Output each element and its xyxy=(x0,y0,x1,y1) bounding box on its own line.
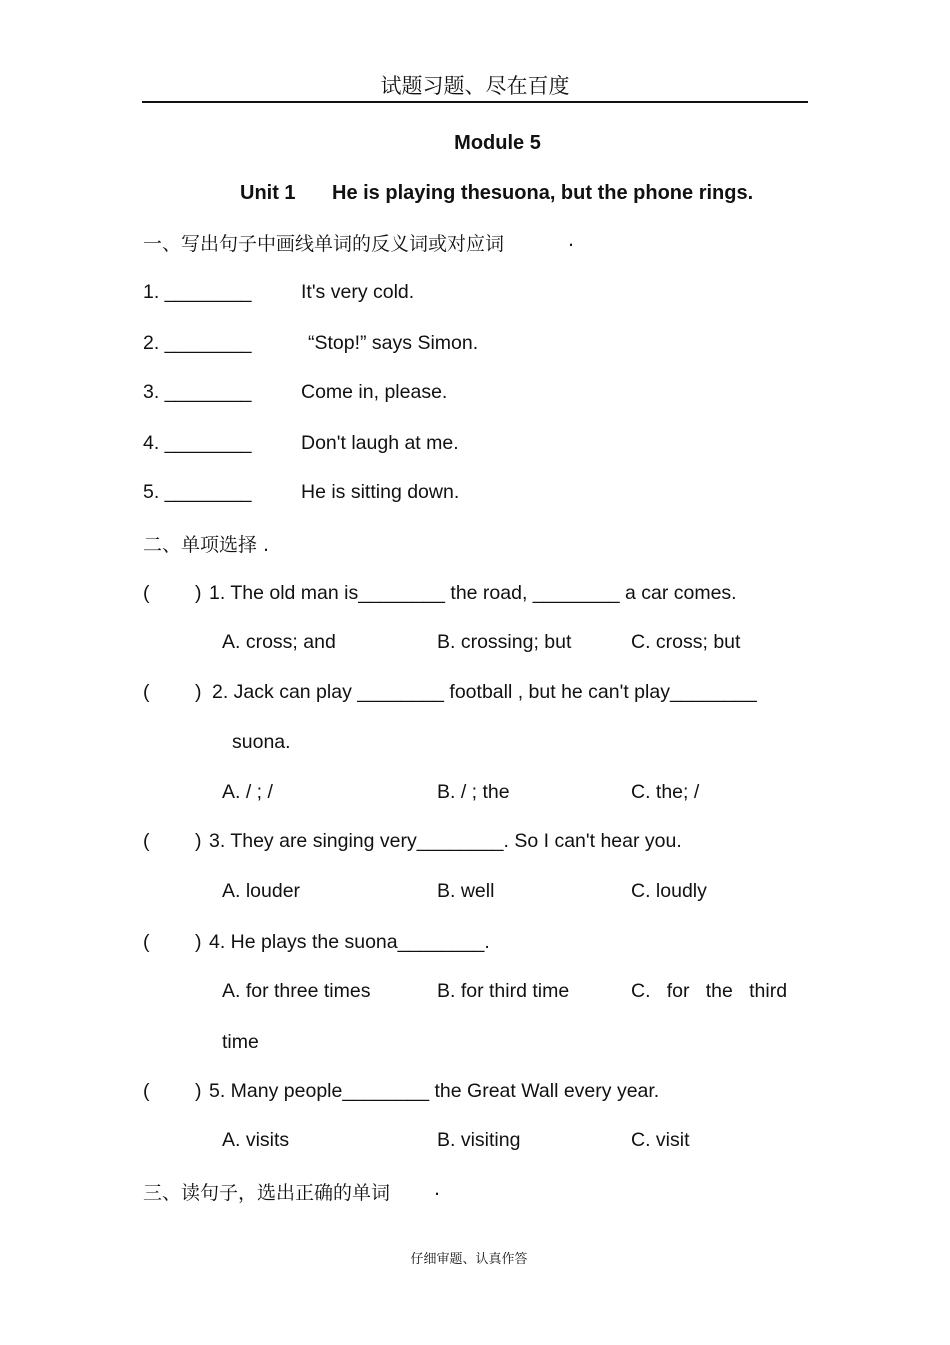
q4-option-c: C. for the third xyxy=(631,980,788,1002)
q5-paren-open: ( xyxy=(143,1080,150,1102)
q1-option-c: C. cross; but xyxy=(631,631,741,653)
q2-paren-open: ( xyxy=(143,681,150,703)
q2-option-c: C. the; / xyxy=(631,781,700,803)
page-footer: 仔细审题、认真作答 xyxy=(410,1252,528,1267)
q1-stem: 1. The old man is________ the road, ________ a car comes. xyxy=(209,582,737,604)
q2-stem: 2. Jack can play ________ football , but he can't play________ xyxy=(212,681,757,703)
q5-paren-close: ) xyxy=(195,1080,202,1102)
q2-option-a: A. / ; / xyxy=(222,781,273,803)
q3-option-c: C. loudly xyxy=(631,880,707,902)
q4-option-b: B. for third time xyxy=(437,980,570,1002)
module-title: Module 5 xyxy=(454,132,541,154)
page-header-title: 试题习题、尽在百度 xyxy=(380,74,570,98)
q5-stem: 5. Many people________ the Great Wall every year. xyxy=(209,1080,660,1102)
q5-option-b: B. visiting xyxy=(437,1129,521,1151)
q4-stem: 4. He plays the suona________. xyxy=(209,931,490,953)
q3-paren-open: ( xyxy=(143,830,150,852)
s1-item-5-text: He is sitting down. xyxy=(301,481,460,503)
q4-option-a: A. for three times xyxy=(222,980,371,1002)
q4-paren-open: ( xyxy=(143,931,150,953)
unit-number: Unit 1 xyxy=(240,182,296,204)
s1-item-1-text: It's very cold. xyxy=(301,281,415,303)
s1-item-4-number: 4. ________ xyxy=(143,432,252,454)
q2-paren-close: ) xyxy=(195,681,202,703)
q5-option-a: A. visits xyxy=(222,1129,290,1151)
unit-title: He is playing thesuona, but the phone rings. xyxy=(332,182,754,204)
q1-paren-close: ) xyxy=(195,582,202,604)
q1-option-b: B. crossing; but xyxy=(437,631,572,653)
section3-heading: 三、读句子，选出正确的单词 xyxy=(143,1182,391,1204)
q3-option-b: B. well xyxy=(437,880,495,902)
q4-paren-close: ) xyxy=(195,931,202,953)
s1-item-2-text: “Stop!” says Simon. xyxy=(308,332,479,354)
s1-item-3-number: 3. ________ xyxy=(143,381,252,403)
q3-option-a: A. louder xyxy=(222,880,301,902)
header-divider xyxy=(142,101,808,103)
s1-item-3-text: Come in, please. xyxy=(301,381,448,403)
s1-item-5-number: 5. ________ xyxy=(143,481,252,503)
q3-paren-close: ) xyxy=(195,830,202,852)
q4-option-c-continued: time xyxy=(222,1031,259,1053)
section1-heading-dot: . xyxy=(568,229,575,251)
q1-paren-open: ( xyxy=(143,582,150,604)
q5-option-c: C. visit xyxy=(631,1129,690,1151)
q2-option-b: B. / ; the xyxy=(437,781,510,803)
s1-item-4-text: Don't laugh at me. xyxy=(301,432,459,454)
s1-item-2-number: 2. ________ xyxy=(143,332,252,354)
section1-heading: 一、写出句子中画线单词的反义词或对应词 xyxy=(143,233,505,255)
section2-heading: 二、单项选择 . xyxy=(143,534,270,556)
q3-stem: 3. They are singing very________. So I can't hear you. xyxy=(209,830,682,852)
section3-heading-dot: . xyxy=(434,1178,441,1200)
q2-stem-continued: suona. xyxy=(232,731,291,753)
q1-option-a: A. cross; and xyxy=(222,631,336,653)
s1-item-1-number: 1. ________ xyxy=(143,281,252,303)
